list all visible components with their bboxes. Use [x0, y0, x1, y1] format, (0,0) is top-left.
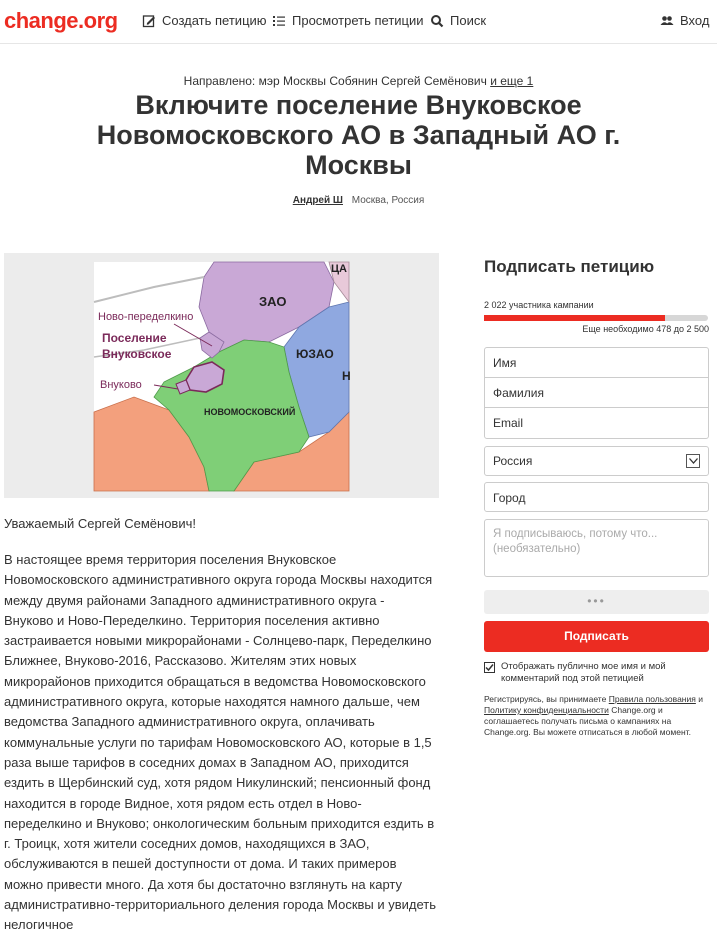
country-selected-value: Россия — [493, 454, 533, 468]
create-petition-label: Создать петицию — [162, 13, 267, 28]
list-icon — [272, 14, 286, 28]
display-public-label: Отображать публично мое имя и мой комментарий под этой петицией — [501, 661, 666, 684]
map-label-poselenie-2: Внуковское — [102, 347, 172, 361]
legal-prefix: Регистрируясь, вы принимаете — [484, 694, 607, 704]
browse-petitions-link[interactable] — [272, 13, 424, 28]
change-org-logo[interactable]: change.org — [4, 8, 118, 33]
recipient-text: Направлено: мэр Москвы Собянин Сергей Семёнович — [183, 74, 487, 88]
name-email-fields — [484, 347, 709, 439]
map-label-uzao: ЮЗАО — [296, 347, 334, 361]
sign-petition-heading: Подписать петицию — [484, 257, 655, 276]
map-label-vnukovo: Внуково — [100, 379, 142, 391]
chevron-down-icon — [686, 454, 700, 468]
email-field[interactable]: Email — [493, 416, 524, 430]
more-recipients-link[interactable]: и еще 1 — [490, 74, 534, 88]
map-label-edge: Н — [342, 369, 351, 383]
last-name-field[interactable]: Фамилия — [485, 378, 708, 408]
edit-icon — [142, 14, 156, 28]
progress-fill — [484, 315, 665, 321]
create-petition-link[interactable] — [142, 13, 267, 28]
reason-textarea[interactable]: Я подписываюсь, потому что... (необязательно) — [484, 519, 709, 577]
users-icon — [660, 14, 674, 28]
author-location: Москва, Россия — [351, 195, 425, 206]
legal-suffix: Change.org и соглашаетесь получать письма о кампаниях на Change.org. Вы можете отписаться в любой момент. — [484, 705, 691, 737]
author-name-link[interactable]: Андрей Ш — [292, 195, 343, 206]
login-link[interactable] — [660, 13, 709, 28]
letter-salutation: Уважаемый Сергей Семёнович! — [4, 516, 196, 531]
captcha-field[interactable]: ••• — [484, 590, 709, 614]
display-public-option — [484, 661, 709, 685]
map-label-poselenie-1: Поселение — [102, 331, 167, 345]
district-map — [94, 262, 349, 491]
display-public-checkbox[interactable] — [484, 662, 495, 673]
browse-petitions-label: Просмотреть петиции — [292, 13, 424, 28]
search-link[interactable] — [430, 13, 486, 28]
search-label: Поиск — [450, 13, 487, 28]
legal-and: и — [698, 694, 703, 704]
petition-description: В настоящее время территория поселения Внуковское Новомосковского административного округа города Москвы находится между двумя районами Западного административного округа - Внуково и Ново-Переделкино. Территория поселения активно застраивается новыми микрорайонами - Солнцево-парк, Переделкино Ближнее, Внуково-2016, Рассказово. Жителям этих новых микрорайонов приходится обращаться в ведомства Новомосковского административного округа, которые находятся намного дальше, чем ведомства Западного административного округа, оплачивать коммунальные услуги по тарифам Новомосковского АО, которые в 1,5 раза выше тарифов в соседних домах в Западном АО, приходится ездить в Щербинский суд, хотя рядом Никулинский; пенсионный фонд находится в городе Видное, хотя рядом есть отдел в Ново-переделкино и Внуково; онкологическим больным приходится ездить в г. Троицк, хотя жители соседних домов, находящихся в ЗАО, обслуживаются в пешей доступности от дома. И таких примеров можно привести много. Да хотя бы достаточно взглянуть на карту административно-территориального деления города Москвы и увидеть нелогичное — [4, 552, 437, 933]
top-navigation-bar — [0, 0, 717, 44]
terms-link[interactable]: Правила пользования — [608, 694, 696, 704]
map-label-zao: ЗАО — [259, 294, 287, 309]
sign-button[interactable]: Подписать — [484, 621, 709, 652]
signatures-needed: Еще необходимо 478 до 2 500 — [582, 324, 709, 334]
petition-image — [4, 253, 439, 498]
city-field[interactable]: Город — [484, 482, 709, 512]
first-name-field[interactable]: Имя — [485, 348, 708, 378]
login-label: Вход — [680, 13, 710, 28]
supporters-count: 2 022 участника кампании — [484, 300, 594, 310]
map-label-novoperedelkino: Ново-переделкино — [98, 311, 194, 323]
country-select[interactable] — [484, 446, 709, 476]
privacy-link[interactable]: Политику конфиденциальности — [484, 705, 609, 715]
legal-notice — [484, 694, 709, 738]
map-label-novomoskovsky: НОВОМОСКОВСКИЙ — [204, 407, 296, 417]
search-icon — [430, 14, 444, 28]
petition-title: Включите поселение Внуковское Новомосковского АО в Западный АО г. Москвы — [96, 90, 621, 180]
signature-progress-bar — [484, 315, 708, 321]
map-label-cao: ЦА — [331, 263, 347, 275]
petition-recipients — [0, 74, 717, 88]
petition-author — [0, 195, 717, 206]
